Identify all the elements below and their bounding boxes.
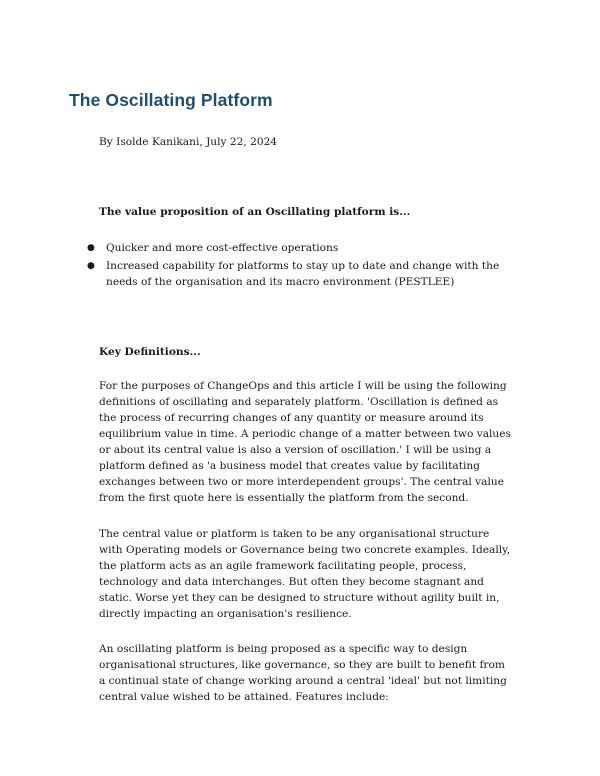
list-item-text: Increased capability for platforms to stay up to date and change with the needs of the organisation and its macro environment (PESTLEE) xyxy=(106,259,500,288)
list-item-text: Quicker and more cost-effective operations xyxy=(106,242,339,254)
list-item xyxy=(87,240,527,257)
paragraph-definitions: For the purposes of ChangeOps and this article I will be using the following definitions of oscillating and separately platform. 'Oscillation is defined as the process of recurring changes of any quantity or measure around its equilibrium value in time. A periodic change of a matter between two values or about its central value is also a version of oscillation.' I will be using a platform defined as 'a business model that creates value by facilitating exchanges between two or more interdependent groups'. The central value from the first quote here is essentially the platform from the second. xyxy=(99,380,511,504)
byline: By Isolde Kanikani, July 22, 2024 xyxy=(99,136,278,148)
list-item xyxy=(87,258,527,291)
paragraph-central-value: The central value or platform is taken to be any organisational structure with Operating models or Governance being two concrete examples. Ideally, the platform acts as an agile framework facilitating people, process, technology and data interchanges. But often they become stagnant and static. Worse yet they can be designed to structure without agility built in, directly impacting an organisation's resilience. xyxy=(99,528,511,620)
value-proposition-heading: The value proposition of an Oscillating platform is... xyxy=(99,206,411,218)
page-title: The Oscillating Platform xyxy=(69,90,273,110)
paragraph-oscillating-platform: An oscillating platform is being proposed as a specific way to design organisational structures, like governance, so they are built to benefit from a continual state of change working around a central 'ideal' but not limiting central value wished to be attained. Features include: xyxy=(99,643,507,703)
bullet-dot-icon: ● xyxy=(87,243,95,253)
value-proposition-list xyxy=(87,240,527,292)
key-definitions-heading: Key Definitions... xyxy=(99,346,201,358)
bullet-dot-icon: ● xyxy=(87,260,95,271)
